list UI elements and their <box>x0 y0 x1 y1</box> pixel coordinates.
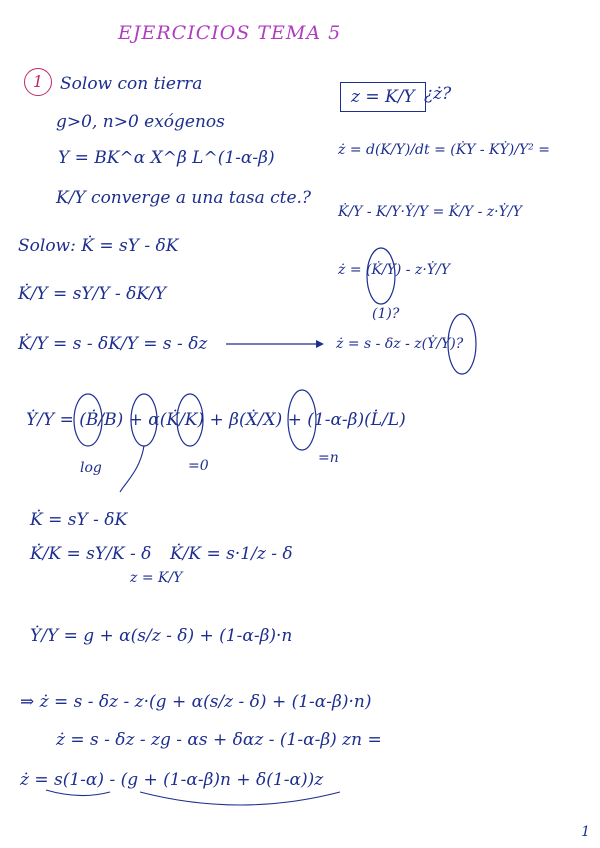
circle-y-growth <box>448 314 476 374</box>
z-dot-step-1: ⇒ ż = s - δz - z·(g + α(s/z - δ) + (1-α-β)·n) <box>20 692 372 712</box>
circle-k-over-y <box>367 248 395 304</box>
k-growth-equation: K̇/K = sY/K - δ <box>30 544 152 564</box>
page-number: 1 <box>581 824 590 840</box>
k-over-y-simplified: K̇/Y = s - δK/Y = s - δz <box>18 334 208 354</box>
derivative-step-2: K̇/Y - K/Y·Ẏ/Y = K̇/Y - z·Ẏ/Y <box>338 204 522 220</box>
derivative-step-1: ż = d(K/Y)/dt = (K̇Y - KẎ)/Y² = <box>338 142 550 158</box>
circle-x <box>177 394 203 446</box>
statement-question: K/Y converge a una tasa cte.? <box>56 188 312 208</box>
label-n: =n <box>318 450 339 466</box>
derivative-step-4: ż = s - δz - z(Ẏ/Y)? <box>336 336 464 352</box>
curve-pointer <box>120 446 144 492</box>
exercise-number-badge: 1 <box>24 68 52 96</box>
output-growth-decomposition: Ẏ/Y = (Ḃ/B) + α(K̇/K) + β(Ẋ/X) + (1-α-β)(L̇/L) <box>26 410 406 430</box>
y-growth-equation: Ẏ/Y = g + α(s/z - δ) + (1-α-β)·n <box>30 626 293 646</box>
arrow-head <box>316 340 324 348</box>
question-annotation: (1)? <box>372 306 400 322</box>
z-dot-final: ż = s(1-α) - (g + (1-α-β)n + δ(1-α))z <box>20 770 324 790</box>
z-dot-step-2: ż = s - δz - zg - αs + δαz - (1-α-β) zn = <box>56 730 382 750</box>
z-substitution: z = K/Y <box>130 570 183 586</box>
k-over-y-equation: K̇/Y = sY/Y - δK/Y <box>18 284 167 304</box>
label-x-zero: =0 <box>188 458 209 474</box>
underline-1 <box>46 790 110 796</box>
statement-production-function: Y = BK^α X^β L^(1-α-β) <box>58 148 275 168</box>
circle-l <box>288 390 316 450</box>
statement-line-2: g>0, n>0 exógenos <box>56 112 225 132</box>
question-z-dot: ¿ż? <box>424 84 452 104</box>
k-growth-in-z: K̇/K = s·1/z - δ <box>170 544 293 564</box>
boxed-definition: z = K/Y <box>340 82 426 112</box>
circle-k <box>131 394 157 446</box>
label-log: log <box>80 460 102 476</box>
derivative-step-3: ż = (K̇/Y) - z·Ẏ/Y <box>338 262 451 278</box>
k-dot-equation: K̇ = sY - δK <box>30 510 128 530</box>
statement-line-1: Solow con tierra <box>60 74 203 94</box>
page-title: EJERCICIOS TEMA 5 <box>118 22 342 44</box>
underline-2 <box>140 792 340 805</box>
circle-b <box>74 394 102 446</box>
solow-equation: Solow: K̇ = sY - δK <box>18 236 179 256</box>
